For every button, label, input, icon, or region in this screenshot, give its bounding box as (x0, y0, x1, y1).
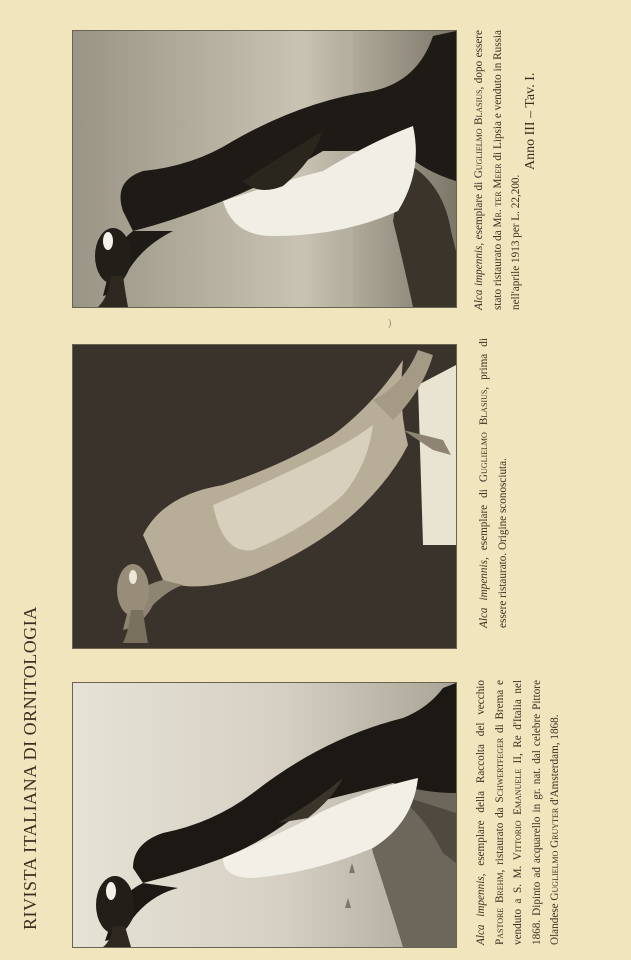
margin-mark: ) (388, 318, 392, 329)
great-auk-restored-image (73, 31, 456, 307)
caption-text: d'Amsterdam, 1868. (549, 714, 561, 808)
great-auk-painting-image (73, 683, 456, 947)
caption-restored (470, 30, 526, 310)
caption-text: di Lipsia e venduto in Russia nell'aprile 1913 per L. 22,200. (491, 29, 522, 310)
caption-text: dopo essere stato ristaurato da (473, 30, 504, 310)
caption-person: Guglielmo Gruyter (549, 807, 561, 901)
caption-species: Alca impennis, (473, 242, 485, 310)
journal-title: RIVISTA ITALIANA DI ORNITOLOGIA (20, 606, 40, 930)
caption-person: Pastore Brehm, (493, 869, 506, 945)
caption-text: esemplare della Raccolta del vecchio (475, 680, 487, 874)
caption-unrestored (475, 338, 512, 628)
caption-text: prima di essere ristaurato. Origine sconosciuta. (478, 338, 509, 628)
caption-species: Alca impennis, (478, 557, 490, 628)
caption-text: esemplare di (473, 178, 485, 243)
caption-painting (472, 680, 565, 945)
caption-species: Alca impennis, (475, 873, 487, 945)
plate-number: Anno III – Tav. I. (523, 72, 538, 170)
caption-person: Guglielmo Blasius, (478, 386, 490, 483)
caption-person: Schwertfeger (493, 737, 506, 803)
caption-person: Guglielmo Blasius, (473, 86, 485, 179)
great-auk-photo-restored (72, 30, 457, 308)
caption-text: esemplare di (478, 482, 490, 558)
great-auk-painting (72, 682, 457, 948)
caption-text: di Brema e venduto a (493, 680, 524, 945)
caption-text: Re d'Italia nel 1868. Dipinto ad acquarello in gr. nat. dal celebre Pittore Olandese (512, 679, 561, 945)
great-auk-unrestored-image (73, 345, 456, 648)
caption-person: S. M. Vittorio Emanuele II, (512, 753, 524, 893)
caption-person: Mr. ter Meer (491, 163, 504, 228)
caption-text: ristaurato da (493, 802, 506, 870)
great-auk-photo-unrestored (72, 344, 457, 649)
